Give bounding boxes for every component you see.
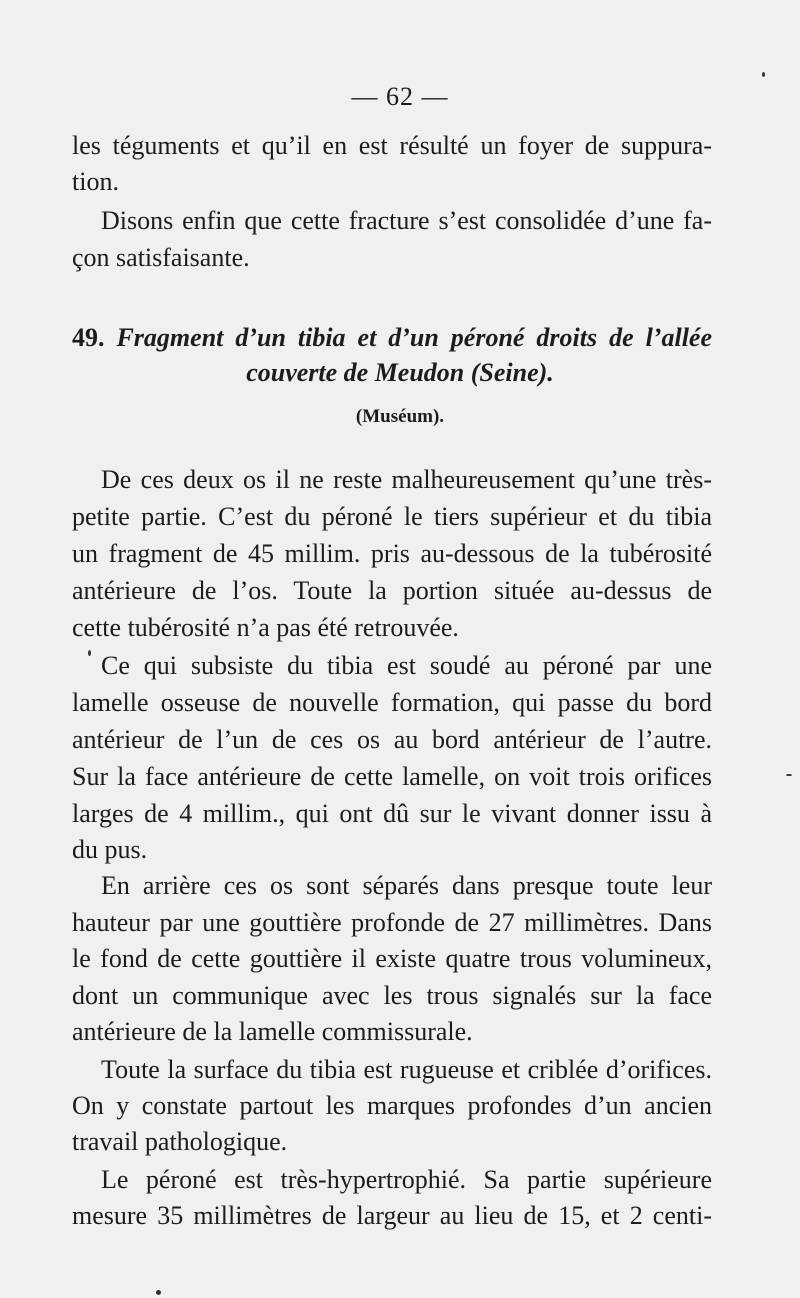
page-number: — 62 — xyxy=(351,82,449,111)
margin-speck xyxy=(88,650,91,656)
text-line: du pus. xyxy=(72,835,148,864)
text-line: un fragment de 45 millim. pris au-dessous de la tubérosité xyxy=(72,539,712,568)
text-line: Disons enfin que cette fracture s’est consolidée d’une fa- xyxy=(101,206,712,235)
margin-speck xyxy=(786,774,792,776)
text-line: les téguments et qu’il en est résulté un foyer de suppura- xyxy=(72,131,712,160)
entry-source: (Muséum). xyxy=(355,406,445,427)
text-line: cette tubérosité n’a pas été retrouvée. xyxy=(72,613,459,642)
text-line: De ces deux os il ne reste malheureusement qu’une très- xyxy=(101,465,712,494)
text-line: Le péroné est très-hypertrophié. Sa partie supérieure xyxy=(101,1165,712,1194)
text-line: le fond de cette gouttière il existe quatre trous volumineux, xyxy=(72,944,712,973)
text-line: hauteur par une gouttière profonde de 27 millimètres. Dans xyxy=(72,908,712,937)
margin-speck xyxy=(156,1290,161,1295)
text-line: dont un communique avec les trous signalés sur la face xyxy=(72,981,712,1010)
entry-number: 49. xyxy=(72,323,105,352)
text-line: En arrière ces os sont séparés dans presque toute leur xyxy=(101,871,712,900)
text-line: travail pathologique. xyxy=(72,1127,288,1156)
text-line: mesure 35 millimètres de largeur au lieu de 15, et 2 centi- xyxy=(72,1201,712,1230)
entry-title-line-2: couverte de Meudon (Seine). xyxy=(246,358,554,387)
text-line: lamelle osseuse de nouvelle formation, qui passe du bord xyxy=(72,688,712,717)
text-line: Toute la surface du tibia est rugueuse et criblée d’orifices. xyxy=(101,1055,712,1084)
text-line: antérieure de la lamelle commissurale. xyxy=(72,1017,473,1046)
text-line: larges de 4 millim., qui ont dû sur le vivant donner issu à xyxy=(72,799,712,828)
text-line: antérieur de l’un de ces os au bord antérieur de l’autre. xyxy=(72,725,712,754)
text-line: Sur la face antérieure de cette lamelle, on voit trois orifices xyxy=(72,762,712,791)
margin-speck xyxy=(762,72,765,77)
entry-title-line-1 xyxy=(72,323,712,353)
text-line: petite partie. C’est du péroné le tiers supérieur et du tibia xyxy=(72,502,712,531)
text-line: tion. xyxy=(72,167,119,196)
text-line: Ce qui subsiste du tibia est soudé au péroné par une xyxy=(101,651,712,680)
entry-title-text: Fragment d’un tibia et d’un péroné droits de l’allée xyxy=(116,323,712,352)
text-line: On y constate partout les marques profondes d’un ancien xyxy=(72,1091,712,1120)
text-line: çon satisfaisante. xyxy=(72,243,250,272)
text-line: antérieure de l’os. Toute la portion située au-dessus de xyxy=(72,576,712,605)
